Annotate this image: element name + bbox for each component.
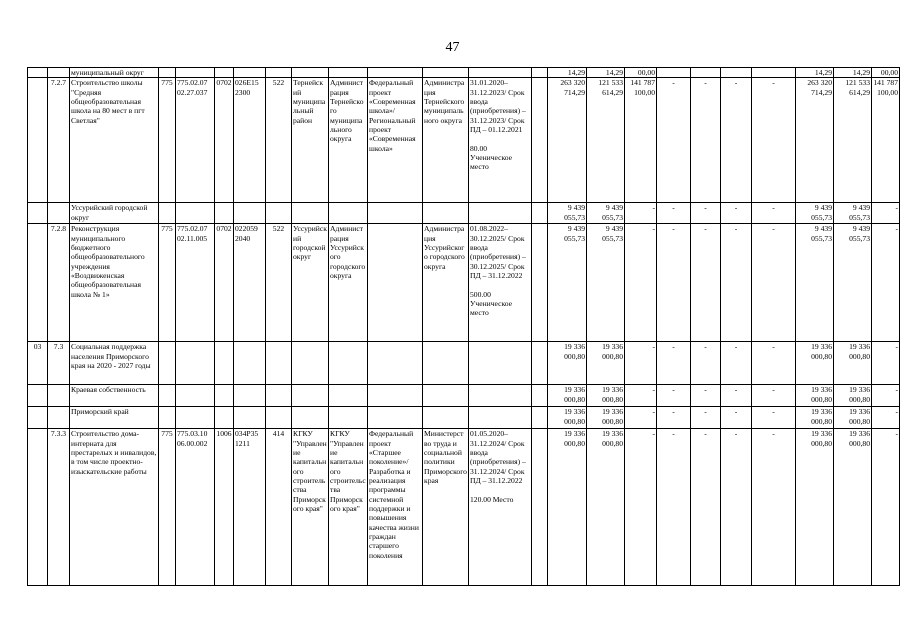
table-cell: 00,00 [872,68,900,78]
table-cell: - [691,224,721,342]
table-cell: - [657,407,691,429]
table-cell: 19 336 000,80 [548,407,587,429]
table-cell: Краевая собственность [70,385,159,407]
table-cell [28,203,48,224]
table-cell [423,203,469,224]
table-cell: - [721,78,752,203]
table-cell [266,342,292,385]
table-cell: 522 [266,224,292,342]
table-cell: 19 336 000,80 [587,429,625,586]
table-cell: муниципальный округ [70,68,159,78]
table-cell [423,407,469,429]
table-cell: 01.05.2020–31.12.2024/ Срок ввода (приобретения) – 31.12.2024/ Срок ПД – 31.12.2022 120.00 Место [469,429,532,586]
table-cell: - [872,224,900,342]
table-cell [266,407,292,429]
table-cell: - [625,407,657,429]
table-cell [28,385,48,407]
table-cell [159,385,176,407]
table-row [28,78,900,203]
table-cell: - [691,429,721,586]
table-row [28,203,900,224]
table-cell: - [872,342,900,385]
table-cell: 19 336 000,80 [548,342,587,385]
table-cell [329,203,368,224]
table-cell: 14,29 [587,68,625,78]
table-cell: 9 439 055,73 [587,203,625,224]
table-cell [532,385,548,407]
table-cell: 19 336 000,80 [834,342,872,385]
table-cell: - [721,342,752,385]
table-cell: - [657,429,691,586]
table-cell [329,407,368,429]
table-cell: 121 533 614,29 [834,78,872,203]
table-row [28,342,900,385]
table-cell: 19 336 000,80 [587,342,625,385]
table-cell: 19 336 000,80 [587,407,625,429]
table-cell [176,385,215,407]
table-cell: 7.2.8 [48,224,70,342]
table-cell: - [721,385,752,407]
table-cell [423,342,469,385]
table-cell [215,407,234,429]
table-cell [368,224,423,342]
table-cell: - [691,78,721,203]
table-cell: - [872,203,900,224]
table-cell: - [625,429,657,586]
table-cell: 7.3.3 [48,429,70,586]
table-cell: - [691,407,721,429]
table-cell: - [691,385,721,407]
table-cell [176,407,215,429]
table-cell: - [625,203,657,224]
table-cell: - [657,385,691,407]
table-row [28,224,900,342]
table-cell: - [721,429,752,586]
table-cell [28,68,48,78]
table-cell [215,342,234,385]
table-cell: Министерство труда и социальной политики Приморского края [423,429,469,586]
table-cell: 7.3 [48,342,70,385]
table-cell: Строительство дома-интерната для престарелых и инвалидов, в том числе проектно-изыскательские работы [70,429,159,586]
table-cell: 00,00 [625,68,657,78]
table-body [28,68,900,586]
table-cell: Администрация Уссурийского городского округа [423,224,469,342]
table-cell [292,407,329,429]
table-cell [329,68,368,78]
program-table [27,67,900,586]
table-cell: 9 439 055,73 [834,203,872,224]
table-cell: Приморский край [70,407,159,429]
table-cell: 01.08.2022–30.12.2025/ Срок ввода (приобретения) – 30.12.2025/ Срок ПД – 31.12.2022 500.00 Ученическое место [469,224,532,342]
table-cell: 0702 [215,224,234,342]
table-cell [48,385,70,407]
table-cell [469,385,532,407]
table-cell: 775.03.10 06.00.002 [176,429,215,586]
table-cell: 263 320 714,29 [796,78,834,203]
table-cell: 775 [159,224,176,342]
table-cell: - [752,203,796,224]
table-cell [215,385,234,407]
table-cell [423,385,469,407]
table-cell: 026E15 2300 [234,78,266,203]
table-cell [234,68,266,78]
table-cell [532,203,548,224]
table-cell: 9 439 055,73 [834,224,872,342]
table-cell [159,407,176,429]
table-cell: Администрация Тернейского муниципального округа [329,78,368,203]
table-cell: Федеральный проект «Современная школа»/Региональный проект «Современная школа» [368,78,423,203]
table-cell: 14,29 [548,68,587,78]
table-cell [292,203,329,224]
table-cell: - [721,203,752,224]
table-cell [329,342,368,385]
table-cell [532,78,548,203]
table-cell [469,68,532,78]
table-cell [176,203,215,224]
table-cell: 775 [159,78,176,203]
table-cell [292,68,329,78]
table-cell: 9 439 055,73 [587,224,625,342]
table-cell [28,407,48,429]
table-cell [532,68,548,78]
table-cell [28,78,48,203]
table-cell [28,429,48,586]
table-cell: 1006 [215,429,234,586]
table-cell: - [752,407,796,429]
table-cell: 19 336 000,80 [834,407,872,429]
table-cell: Администрация Уссурийского городского округа [329,224,368,342]
table-cell: 414 [266,429,292,586]
table-cell [532,407,548,429]
table-cell [469,342,532,385]
table-row [28,385,900,407]
table-cell: 03 [28,342,48,385]
table-cell: 121 533 614,29 [587,78,625,203]
table-cell: - [752,342,796,385]
table-cell [292,385,329,407]
table-cell: 19 336 000,80 [834,429,872,586]
table-cell [532,342,548,385]
table-cell: - [872,385,900,407]
table-cell [48,407,70,429]
table-cell: Социальная поддержка населения Приморского края на 2020 - 2027 годы [70,342,159,385]
table-cell: 775.02.07 02.11.005 [176,224,215,342]
table-cell: 14,29 [796,68,834,78]
table-cell: - [657,342,691,385]
table-cell: - [721,224,752,342]
table-cell [234,385,266,407]
table-cell: 19 336 000,80 [796,407,834,429]
table-cell [292,342,329,385]
table-cell [28,224,48,342]
table-cell: 9 439 055,73 [796,224,834,342]
table-cell: 19 336 000,80 [587,385,625,407]
table-cell [215,68,234,78]
table-cell [266,203,292,224]
table-cell: - [657,224,691,342]
table-cell: 14,29 [834,68,872,78]
table-cell [159,342,176,385]
table-cell: 19 336 000,80 [548,385,587,407]
table-cell [657,68,691,78]
table-cell: - [657,78,691,203]
table-cell [691,68,721,78]
table-cell: Реконструкция муниципального бюджетного общеобразовательного учреждения «Воздвиженская общеобразовательная школа № 1» [70,224,159,342]
table-cell: 522 [266,78,292,203]
table-cell: - [691,342,721,385]
table-cell [469,407,532,429]
table-cell [159,203,176,224]
table-cell [48,68,70,78]
table-cell: 141 787 100,00 [625,78,657,203]
table-cell [368,203,423,224]
table-cell [48,203,70,224]
table-cell: - [625,385,657,407]
table-cell: 19 336 000,80 [796,342,834,385]
table-cell: - [752,385,796,407]
table-cell: КГКУ "Управление капитального строительства Приморского края" [329,429,368,586]
table-cell: - [752,224,796,342]
table-cell [469,203,532,224]
table-cell: 19 336 000,80 [796,429,834,586]
table-cell: - [657,203,691,224]
table-cell: Уссурийский городской округ [70,203,159,224]
table-cell [368,407,423,429]
table-cell: Администрация Тернейского муниципального округа [423,78,469,203]
table-cell: - [872,407,900,429]
table-cell [234,407,266,429]
table-cell: 775.02.07 02.27.037 [176,78,215,203]
table-cell [721,68,752,78]
table-cell [752,68,796,78]
table-cell: 022059 2040 [234,224,266,342]
table-cell: КГКУ "Управление капитального строительства Приморского края" [292,429,329,586]
table-cell [159,68,176,78]
table-cell: 9 439 055,73 [548,203,587,224]
table-cell [266,385,292,407]
table-cell: - [721,407,752,429]
table-cell: 19 336 000,80 [548,429,587,586]
table-cell [368,385,423,407]
table-cell: Тернейский муниципальный район [292,78,329,203]
table-row [28,429,900,586]
table-cell: 9 439 055,73 [796,203,834,224]
table-cell [423,68,469,78]
table-cell: 31.01.2020–31.12.2023/ Срок ввода (приобретения) – 31.12.2023/ Срок ПД – 01.12.2021 80.00 Ученическое место [469,78,532,203]
table-cell: 034P35 1211 [234,429,266,586]
table-cell: - [691,203,721,224]
table-cell: 141 787 100,00 [872,78,900,203]
table-cell: 9 439 055,73 [548,224,587,342]
table-cell: - [625,224,657,342]
table-cell: Уссурийский городской округ [292,224,329,342]
table-row [28,407,900,429]
table-cell: 775 [159,429,176,586]
table-cell [234,342,266,385]
table-cell: - [752,78,796,203]
table-cell: 19 336 000,80 [796,385,834,407]
table-cell: - [872,429,900,586]
table-cell: Федеральный проект «Старшее поколение»/Разработка и реализация программы системной поддержки и повышения качества жизни граждан старшего поколения [368,429,423,586]
table-cell [532,224,548,342]
table-cell: Строительство школы "Средняя общеобразовательная школа на 80 мест в пгт Светлая" [70,78,159,203]
table-cell [234,203,266,224]
table-cell [368,68,423,78]
table-cell: - [625,342,657,385]
table-row [28,68,900,78]
page-number: 47 [445,40,460,55]
table-cell [176,342,215,385]
table-cell [329,385,368,407]
table-cell [532,429,548,586]
table-cell: 19 336 000,80 [834,385,872,407]
table-cell: - [752,429,796,586]
table-cell [176,68,215,78]
table-cell: 0702 [215,78,234,203]
table-cell: 263 320 714,29 [548,78,587,203]
table-cell [266,68,292,78]
table-cell [368,342,423,385]
table-cell [215,203,234,224]
table-cell: 7.2.7 [48,78,70,203]
